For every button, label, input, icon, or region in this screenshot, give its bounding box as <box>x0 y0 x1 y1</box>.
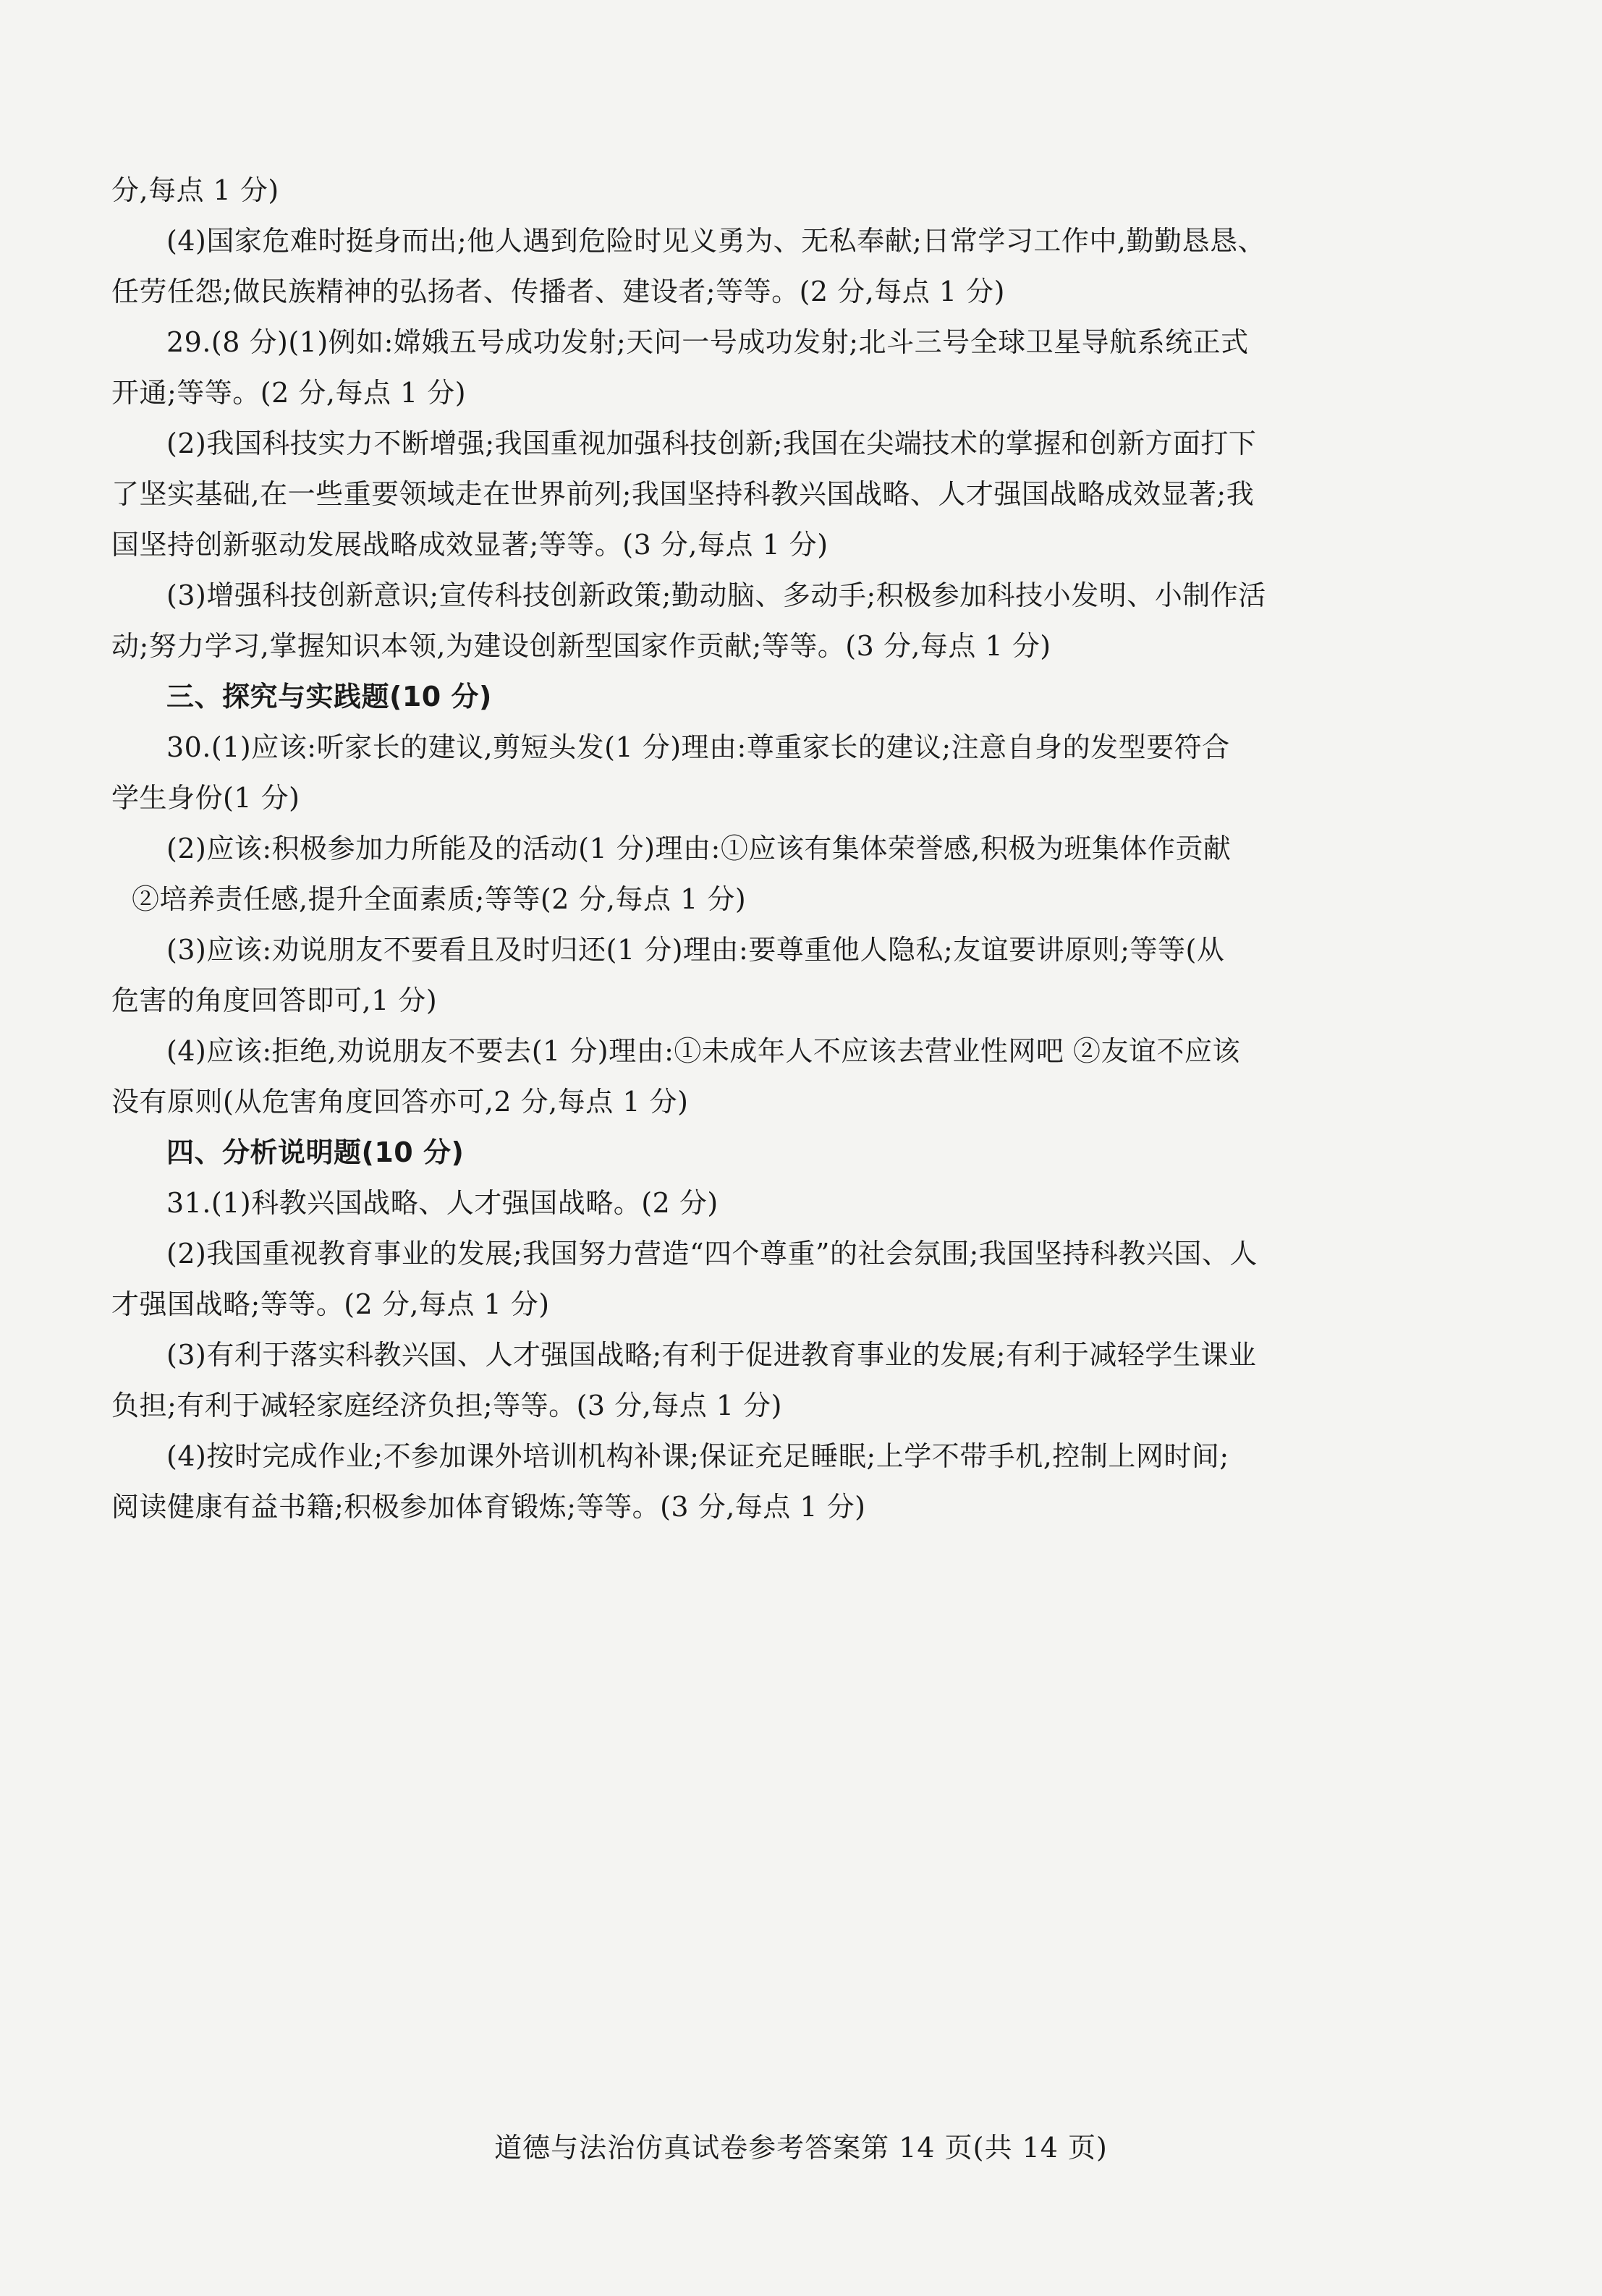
text-line: ②培养责任感,提升全面素质;等等(2 分,每点 1 分) <box>132 883 747 915</box>
text-line: (4)应该:拒绝,劝说朋友不要去(1 分)理由:①未成年人不应该去营业性网吧 ②友谊不应该 <box>166 1035 1241 1067</box>
text-line: 开通;等等。(2 分,每点 1 分) <box>111 377 467 409</box>
text-line: 31.(1)科教兴国战略、人才强国战略。(2 分) <box>166 1187 719 1219</box>
page-footer: 道德与法治仿真试卷参考答案第 14 页(共 14 页) <box>494 2132 1108 2164</box>
text-line: (3)增强科技创新意识;宣传科技创新政策;勤动脑、多动手;积极参加科技小发明、小制作活 <box>166 579 1266 611</box>
text-line: 国坚持创新驱动发展战略成效显著;等等。(3 分,每点 1 分) <box>111 529 828 561</box>
text-line: 学生身份(1 分) <box>111 782 300 814</box>
text-line: (3)有利于落实科教兴国、人才强国战略;有利于促进教育事业的发展;有利于减轻学生课业 <box>166 1339 1257 1371</box>
text-line: (2)应该:积极参加力所能及的活动(1 分)理由:①应该有集体荣誉感,积极为班集体作贡献 <box>166 833 1232 864</box>
text-line: 负担;有利于减轻家庭经济负担;等等。(3 分,每点 1 分) <box>111 1390 782 1421</box>
text-line: 危害的角度回答即可,1 分) <box>111 985 438 1016</box>
text-line: 动;努力学习,掌握知识本领,为建设创新型国家作贡献;等等。(3 分,每点 1 分) <box>111 630 1051 662</box>
text-line: 任劳任怨;做民族精神的弘扬者、传播者、建设者;等等。(2 分,每点 1 分) <box>111 276 1005 307</box>
text-line: 30.(1)应该:听家长的建议,剪短头发(1 分)理由:尊重家长的建议;注意自身的发型要符合 <box>166 731 1230 763</box>
text-line: (2)我国科技实力不断增强;我国重视加强科技创新;我国在尖端技术的掌握和创新方面打下 <box>166 428 1257 459</box>
text-line: 29.(8 分)(1)例如:嫦娥五号成功发射;天问一号成功发射;北斗三号全球卫星导航系统正式 <box>166 326 1249 358</box>
text-line: (2)我国重视教育事业的发展;我国努力营造“四个尊重”的社会氛围;我国坚持科教兴国、人 <box>166 1238 1258 1270</box>
text-line: (4)按时完成作业;不参加课外培训机构补课;保证充足睡眠;上学不带手机,控制上网时间; <box>166 1440 1229 1472</box>
text-line: 分,每点 1 分) <box>111 174 279 206</box>
text-line: 了坚实基础,在一些重要领域走在世界前列;我国坚持科教兴国战略、人才强国战略成效显著;我 <box>111 478 1255 510</box>
section-heading-4: 四、分析说明题(10 分) <box>166 1136 465 1168</box>
text-line: 阅读健康有益书籍;积极参加体育锻炼;等等。(3 分,每点 1 分) <box>111 1491 866 1523</box>
text-line: (4)国家危难时挺身而出;他人遇到危险时见义勇为、无私奉献;日常学习工作中,勤勤恳恳、 <box>166 225 1266 257</box>
text-line: 没有原则(从危害角度回答亦可,2 分,每点 1 分) <box>111 1086 689 1118</box>
text-line: 才强国战略;等等。(2 分,每点 1 分) <box>111 1288 550 1320</box>
answer-text-body <box>111 165 1385 1532</box>
section-heading-3: 三、探究与实践题(10 分) <box>166 681 492 713</box>
text-line: (3)应该:劝说朋友不要看且及时归还(1 分)理由:要尊重他人隐私;友谊要讲原则;等等(从 <box>166 934 1225 966</box>
